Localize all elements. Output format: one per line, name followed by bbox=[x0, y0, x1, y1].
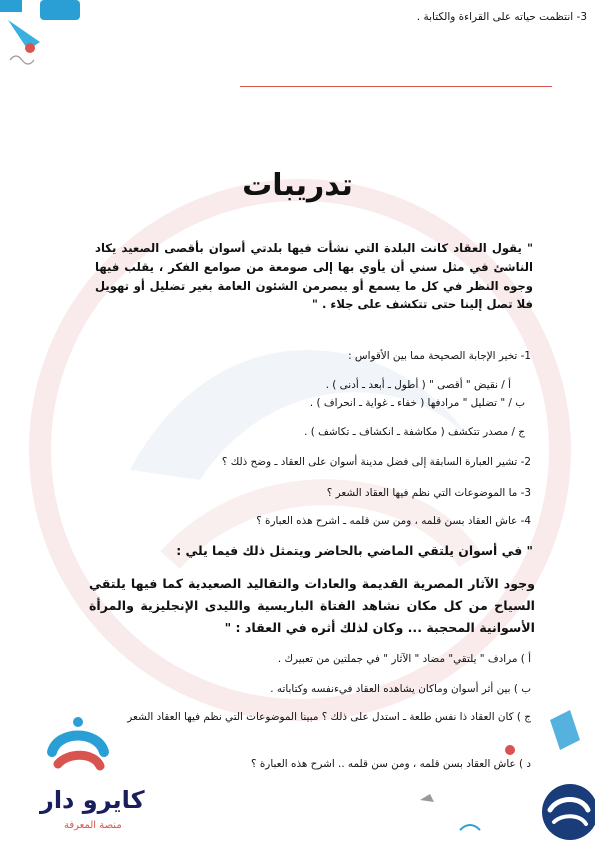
passage-2-intro: " في أسوان يلتقي الماضي بالحاضر ويتمثل ذلك فيما يلي : bbox=[176, 543, 533, 558]
question-4: 4- عاش العقاد بسن قلمه ، ومن سن قلمه ـ اشرح هذه العبارة ؟ bbox=[256, 515, 531, 527]
passage-1: " يقول العقاد كانت البلدة التي نشأت فيها بلدتي أسوان بأقصى الصعيد يكاد الناشئ في مثل سني أن يأوي بها إلى صومعة من صوامع الفكر ، يقلب فيها وجوه النظر في كل ما يسمع أو يبصرمن الشئون العامة بغير تضليل أو تهويل فلا تصل إلينا حتى تتكشف على جلاء . " bbox=[95, 241, 533, 312]
logo-tagline: منصة المعرفة bbox=[64, 820, 122, 831]
lab-flask-icon bbox=[0, 0, 80, 80]
question-1b: ب / " تضليل " مرادفها ( خفاء ـ غواية ـ انحراف ) . bbox=[309, 397, 525, 409]
question-1a: أ / نقيض " أقصى " ( أطول ـ أبعد ـ أدنى ) . bbox=[325, 379, 511, 391]
question-2d: د ) عاش العقاد بسن قلمه ، ومن سن قلمه .. اشرح هذه العبارة ؟ bbox=[251, 758, 531, 770]
question-1: 1- تخير الإجابة الصحيحة مما بين الأقواس : bbox=[348, 350, 531, 362]
question-3: 3- ما الموضوعات التي نظم فيها العقاد الشعر ؟ bbox=[326, 487, 531, 499]
logo-name: كايرو دار bbox=[40, 786, 145, 814]
previous-item-line: 3- انتظمت حياته على القراءة والكتابة . bbox=[416, 11, 587, 23]
question-2b: ب ) بين أثر أسوان وماكان يشاهده العقاد فيءنفسه وكتاباته . bbox=[270, 683, 531, 695]
divider bbox=[240, 86, 552, 87]
question-2c: ج ) كان العقاد ذا نفس طلعة ـ استدل على ذلك ؟ مبينا الموضوعات التي نظم فيها العقاد الشعر bbox=[127, 711, 531, 723]
page-title: تدريبات bbox=[242, 168, 353, 203]
passage-2: وجود الآثار المصرية القديمة والعادات والتقاليد الصعيدية كما فيها يلتقي السياح من كل مكان نشاهد الفتاة الباريسية والليدى الإنجليزية والمرأة الأسوانية المحجبة ... وكان لذلك أثره في العقاد : " bbox=[89, 576, 535, 636]
question-2a: أ ) مرادف " يلتقي" مضاد " الآثار " في جملتين من تعبيرك . bbox=[277, 653, 531, 665]
question-1c: ج / مصدر تتكشف ( مكاشفة ـ انكشاف ـ تكاشف ) . bbox=[304, 426, 525, 438]
question-2: 2- تشير العبارة السابقة إلى فضل مدينة أسوان على العقاد ـ وضح ذلك ؟ bbox=[221, 456, 531, 468]
